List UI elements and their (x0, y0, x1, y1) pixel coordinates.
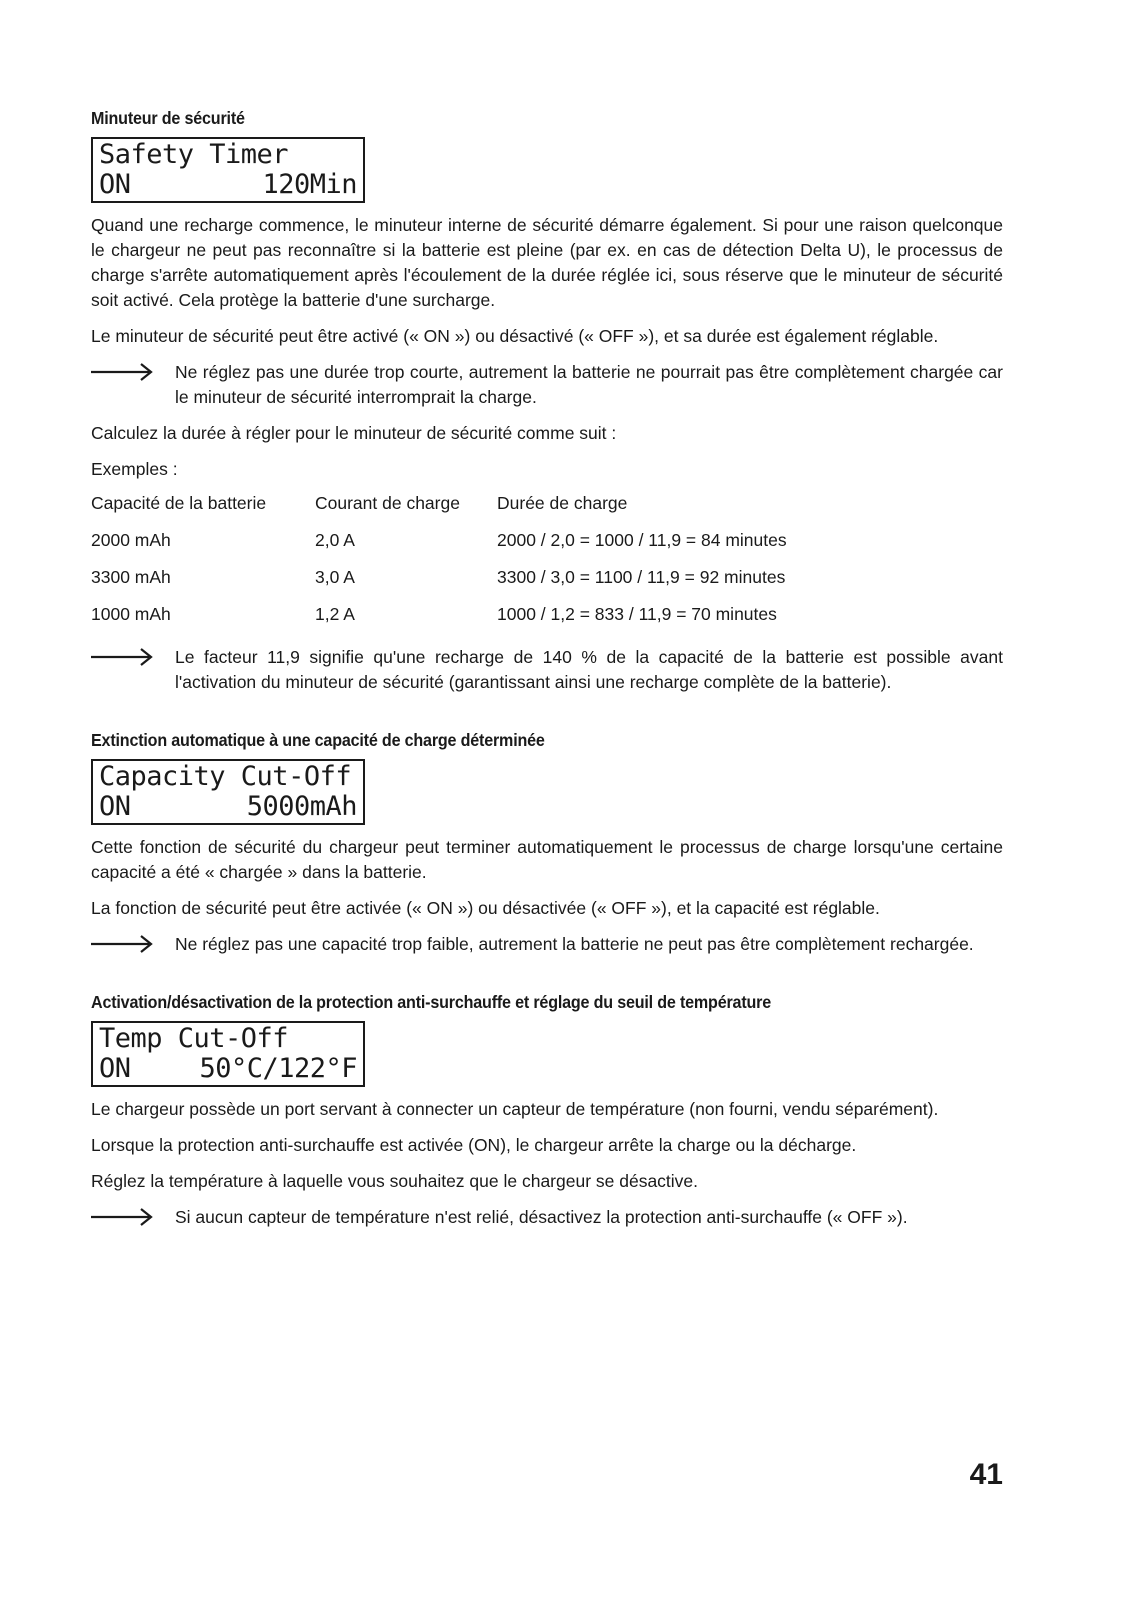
table-cell: 2000 mAh (91, 530, 171, 550)
table-header-cell: Durée de charge (497, 493, 628, 513)
table-header-row (91, 493, 787, 530)
lcd-line2-value: 120Min (262, 169, 357, 200)
long-right-arrow-icon (91, 645, 175, 670)
paragraph: Le minuteur de sécurité peut être activé (« ON ») ou désactivé (« OFF »), et sa durée est également réglable. (91, 326, 939, 346)
lcd-display-capacity-cut-off (91, 759, 365, 825)
lcd-line2-status: ON (99, 1053, 131, 1084)
note-text: Ne réglez pas une durée trop courte, autrement la batterie ne pourrait pas être complètement chargée car le minuteur de sécurité interromprait la charge. (175, 362, 1003, 407)
table-cell: 1000 / 1,2 = 833 / 11,9 = 70 minutes (497, 604, 777, 624)
paragraph: Le chargeur possède un port servant à connecter un capteur de température (non fourni, vendu séparément). (91, 1099, 939, 1119)
table-cell: 3300 / 3,0 = 1100 / 11,9 = 92 minutes (497, 567, 786, 587)
table-cell: 3,0 A (315, 567, 355, 587)
note (91, 360, 1003, 410)
table-row (91, 604, 787, 641)
paragraph: La fonction de sécurité peut être activée (« ON ») ou désactivée (« OFF »), et la capacité est réglable. (91, 898, 880, 918)
lcd-line2-value: 50°C/122°F (199, 1053, 357, 1084)
paragraph: Réglez la température à laquelle vous souhaitez que le chargeur se désactive. (91, 1171, 699, 1191)
lcd-display-temp-cut-off (91, 1021, 365, 1087)
long-right-arrow-icon (91, 1205, 175, 1230)
lcd-line1-text: Capacity Cut-Off (99, 761, 352, 792)
table-cell: 1000 mAh (91, 604, 171, 624)
manual-page (91, 108, 1003, 1241)
note (91, 932, 1003, 957)
table-header-cell: Capacité de la batterie (91, 493, 267, 513)
table-row (91, 567, 787, 604)
table-row (91, 530, 787, 567)
paragraph: Lorsque la protection anti-surchauffe est activée (ON), le chargeur arrête la charge ou la décharge. (91, 1135, 857, 1155)
long-right-arrow-icon (91, 932, 175, 957)
table-header-cell: Courant de charge (315, 493, 460, 513)
lcd-line2-status: ON (99, 791, 131, 822)
paragraph: Quand une recharge commence, le minuteur interne de sécurité démarre également. Si pour une raison quelconque le chargeur ne peut pas reconnaître si la batterie est pleine (par ex. en cas de détection Delta U), le processus de charge s'arrête automatiquement après l'écoulement de la durée réglée ici, sous réserve que le minuteur de sécurité soit activé. Cela protège la batterie d'une surcharge. (91, 215, 1003, 310)
table-cell: 3300 mAh (91, 567, 171, 587)
examples-table (91, 493, 787, 641)
lcd-display-safety-timer (91, 137, 365, 203)
section-heading-capacity-cut-off: Extinction automatique à une capacité de charge déterminée (91, 730, 545, 750)
long-right-arrow-icon (91, 360, 175, 385)
note (91, 645, 1003, 695)
table-cell: 1,2 A (315, 604, 355, 624)
paragraph: Exemples : (91, 459, 178, 479)
note-text: Si aucun capteur de température n'est relié, désactivez la protection anti-surchauffe (« OFF »). (175, 1207, 908, 1227)
lcd-line2-status: ON (99, 169, 131, 200)
page-number: 41 (969, 1458, 1003, 1491)
lcd-line1-text: Temp Cut-Off (99, 1023, 289, 1054)
paragraph: Cette fonction de sécurité du chargeur peut terminer automatiquement le processus de charge lorsqu'une certaine capacité a été « chargée » dans la batterie. (91, 837, 1003, 882)
paragraph: Calculez la durée à régler pour le minuteur de sécurité comme suit : (91, 423, 617, 443)
note-text: Ne réglez pas une capacité trop faible, autrement la batterie ne peut pas être complètement rechargée. (175, 934, 974, 954)
lcd-line1-text: Safety Timer (99, 139, 289, 170)
note (91, 1205, 1003, 1230)
table-cell: 2000 / 2,0 = 1000 / 11,9 = 84 minutes (497, 530, 787, 550)
section-heading-safety-timer: Minuteur de sécurité (91, 108, 245, 128)
section-heading-temp-cut-off: Activation/désactivation de la protection anti-surchauffe et réglage du seuil de température (91, 992, 772, 1012)
lcd-line2-value: 5000mAh (246, 791, 357, 822)
table-cell: 2,0 A (315, 530, 355, 550)
note-text: Le facteur 11,9 signifie qu'une recharge de 140 % de la capacité de la batterie est possible avant l'activation du minuteur de sécurité (garantissant ainsi une recharge complète de la batterie). (175, 647, 1003, 692)
